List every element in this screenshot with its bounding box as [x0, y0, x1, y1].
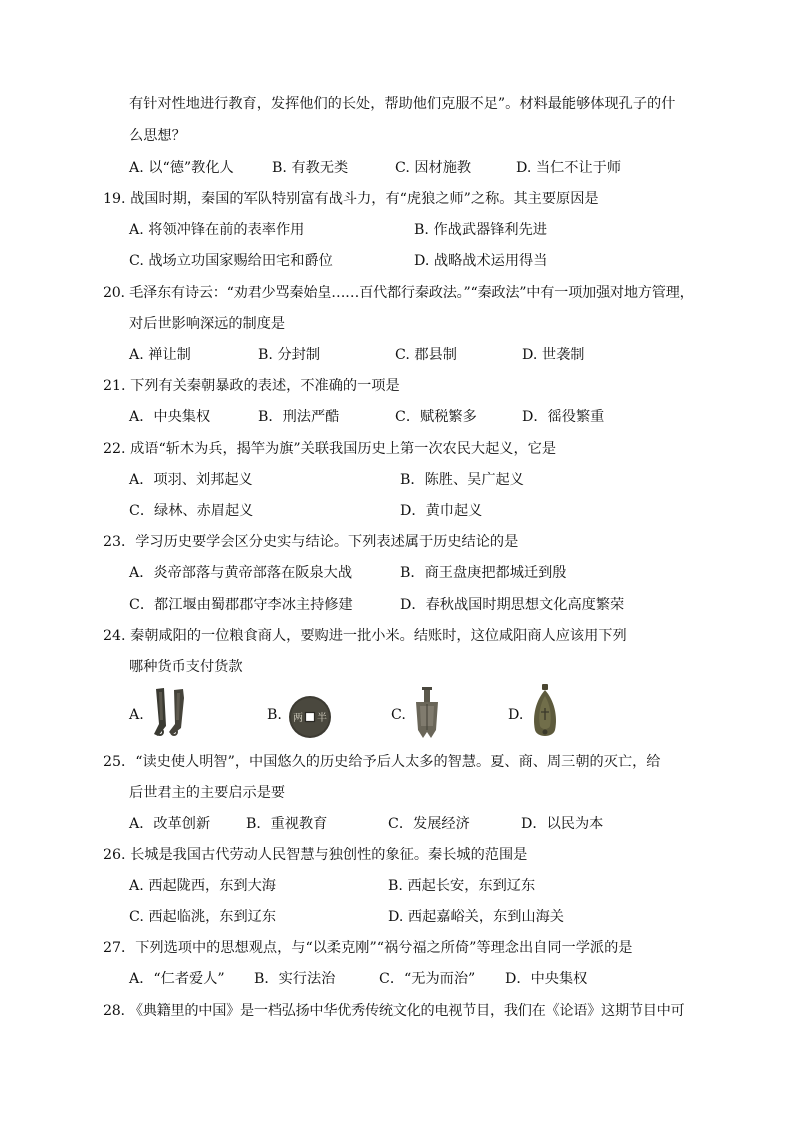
- q26-stem: 26. 长城是我国古代劳动人民智慧与独创性的象征。秦长城的范围是: [103, 847, 528, 863]
- q27-stem: 27．下列选项中的思想观点，与“以柔克刚”“祸兮福之所倚”等理念出自同一学派的是: [103, 940, 633, 956]
- knife-coin-icon[interactable]: [147, 686, 193, 738]
- q18-continuation-line2: 么思想？: [129, 128, 186, 144]
- q21-option-a[interactable]: A．中央集权: [129, 409, 211, 425]
- q25-stem-line2: 后世君主的主要启示是要: [129, 785, 286, 801]
- q23-option-b[interactable]: B．商王盘庚把都城迁到殷: [400, 565, 567, 581]
- ant-nose-coin-icon[interactable]: [527, 682, 563, 744]
- q20-option-b[interactable]: B. 分封制: [258, 347, 321, 363]
- q21-option-c[interactable]: C．赋税繁多: [395, 409, 477, 425]
- q20-option-d[interactable]: D. 世袭制: [522, 347, 585, 363]
- q18-option-a[interactable]: A. 以“德”教化人: [129, 160, 234, 176]
- q20-option-a[interactable]: A. 禅让制: [129, 347, 191, 363]
- q27-option-a[interactable]: A．“仁者爱人”: [129, 971, 225, 987]
- knife-coin-shape: [154, 688, 184, 736]
- q22-stem: 22. 成语“斩木为兵，揭竿为旗”关联我国历史上第一次农民大起义，它是: [103, 441, 557, 457]
- q18-continuation-line1: 有针对性地进行教育，发挥他们的长处，帮助他们克服不足”。材料最能够体现孔子的什: [129, 96, 676, 112]
- q19-option-c[interactable]: C. 战场立功国家赐给田宅和爵位: [129, 253, 333, 269]
- q25-stem: 25．“读史使人明智”，中国悠久的历史给予后人太多的智慧。夏、商、周三朝的灭亡，给: [103, 754, 661, 770]
- q26-option-a[interactable]: A. 西起陇西，东到大海: [129, 878, 276, 894]
- q22-option-a[interactable]: A．项羽、刘邦起义: [129, 472, 253, 488]
- q24-stem: 24. 秦朝咸阳的一位粮食商人，要购进一批小米。结账时，这位咸阳商人应该用下列: [103, 628, 627, 644]
- q25-option-d[interactable]: D．以民为本: [521, 816, 604, 832]
- q26-option-d[interactable]: D. 西起嘉峪关，东到山海关: [388, 909, 564, 925]
- q24-option-a[interactable]: A.: [129, 707, 144, 723]
- q19-option-b[interactable]: B. 作战武器锋利先进: [414, 222, 547, 238]
- q28-stem: 28. 《典籍里的中国》是一档弘扬中华优秀传统文化的电视节目，我们在《论语》这期节目中可: [103, 1003, 685, 1019]
- q25-option-a[interactable]: A．改革创新: [129, 816, 211, 832]
- q18-option-d[interactable]: D. 当仁不让于师: [516, 160, 622, 176]
- ant-nose-coin-shape: [534, 684, 556, 736]
- q24-option-d[interactable]: D.: [508, 707, 524, 723]
- q22-option-d[interactable]: D．黄巾起义: [400, 503, 483, 519]
- q21-option-b[interactable]: B．刑法严酷: [258, 409, 340, 425]
- q26-option-b[interactable]: B. 西起长安，东到辽东: [388, 878, 536, 894]
- q24-option-b[interactable]: B.: [267, 707, 282, 723]
- q23-option-a[interactable]: A．炎帝部落与黄帝部落在阪泉大战: [129, 565, 353, 581]
- spade-coin-shape: [416, 687, 438, 738]
- q23-stem: 23．学习历史要学会区分史实与结论。下列表述属于历史结论的是: [103, 534, 519, 550]
- q20-option-c[interactable]: C. 郡县制: [395, 347, 457, 363]
- q24-option-c[interactable]: C.: [391, 707, 406, 723]
- q19-option-a[interactable]: A. 将领冲锋在前的表率作用: [129, 222, 305, 238]
- q24-stem-line2: 哪种货币支付货款: [129, 659, 243, 675]
- q20-stem-line2: 对后世影响深远的制度是: [129, 316, 286, 332]
- q25-option-b[interactable]: B．重视教育: [246, 816, 328, 832]
- spade-coin-icon[interactable]: [411, 686, 443, 740]
- q27-option-c[interactable]: C．“无为而治”: [379, 971, 476, 987]
- q27-option-b[interactable]: B．实行法治: [254, 971, 336, 987]
- q23-option-d[interactable]: D．春秋战国时期思想文化高度繁荣: [400, 597, 625, 613]
- q21-option-d[interactable]: D．徭役繁重: [522, 409, 605, 425]
- q25-option-c[interactable]: C．发展经济: [388, 816, 470, 832]
- q19-stem: 19. 战国时期，秦国的军队特别富有战斗力，有“虎狼之师”之称。其主要原因是: [103, 191, 599, 207]
- q22-option-b[interactable]: B．陈胜、吴广起义: [400, 472, 524, 488]
- coin-glyph-right: 半: [317, 713, 327, 724]
- q20-stem: 20. 毛泽东有诗云：“劝君少骂秦始皇……百代都行秦政法。”“秦政法”中有一项加强对地方管理，: [103, 285, 694, 301]
- q26-option-c[interactable]: C. 西起临洮，东到辽东: [129, 909, 277, 925]
- q23-option-c[interactable]: C．都江堰由蜀郡郡守李冰主持修建: [129, 597, 353, 613]
- coin-square-hole: [306, 713, 315, 722]
- q18-option-b[interactable]: B. 有教无类: [272, 160, 349, 176]
- q22-option-c[interactable]: C．绿林、赤眉起义: [129, 503, 254, 519]
- round-coin-banliang-icon[interactable]: [287, 694, 333, 740]
- coin-glyph-left: 两: [293, 713, 303, 724]
- q27-option-d[interactable]: D．中央集权: [505, 971, 588, 987]
- q21-stem: 21. 下列有关秦朝暴政的表述，不准确的一项是: [103, 378, 400, 394]
- q18-option-c[interactable]: C. 因材施教: [395, 160, 472, 176]
- q19-option-d[interactable]: D. 战略战术运用得当: [414, 253, 548, 269]
